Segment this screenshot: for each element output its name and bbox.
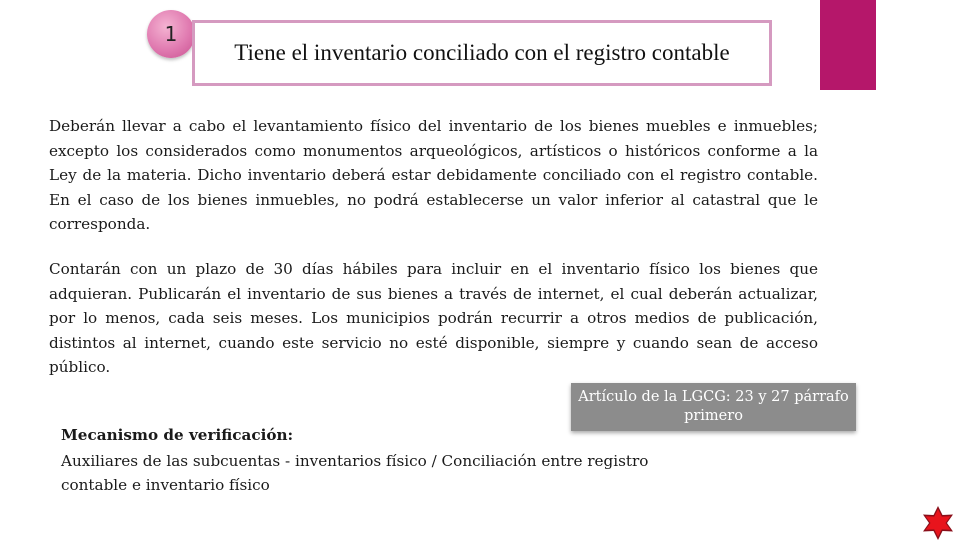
paragraph-deadline: Contarán con un plazo de 30 días hábiles para incluir en el inventario físico los bienes que adquieran. Publicarán el inventario de sus bienes a través de internet, el cual deberán actualizar, por lo menos, cada seis meses. Los municipios podrán recurrir a otros medios de publicación, distintos al internet, cuando este servicio no esté disponible, siempre y cuando sean de acceso público.: [49, 260, 818, 376]
corner-accent-bar: [820, 0, 876, 90]
title-box: [192, 20, 772, 86]
article-reference-box: [571, 383, 856, 431]
article-reference: Artículo de la LGCG: 23 y 27 párrafo primero: [578, 389, 849, 424]
star-icon[interactable]: [920, 505, 956, 541]
slide-number-badge: [147, 10, 195, 58]
mechanism-title: Mecanismo de verificación:: [61, 426, 294, 444]
slide-number: 1: [164, 22, 178, 46]
slide-title: Tiene el inventario conciliado con el registro contable: [234, 40, 730, 65]
paragraph-inventory: Deberán llevar a cabo el levantamiento físico del inventario de los bienes muebles e inmuebles; excepto los considerados como monumentos arqueológicos, artísticos o históricos conforme a la Ley de la materia. Dicho inventario deberá estar debidamente conciliado con el registro contable. En el caso de los bienes inmuebles, no podrá establecerse un valor inferior al catastral que le corresponda.: [49, 117, 818, 233]
mechanism-text: Auxiliares de las subcuentas - inventarios físico / Conciliación entre registro contable e inventario físico: [61, 452, 649, 494]
